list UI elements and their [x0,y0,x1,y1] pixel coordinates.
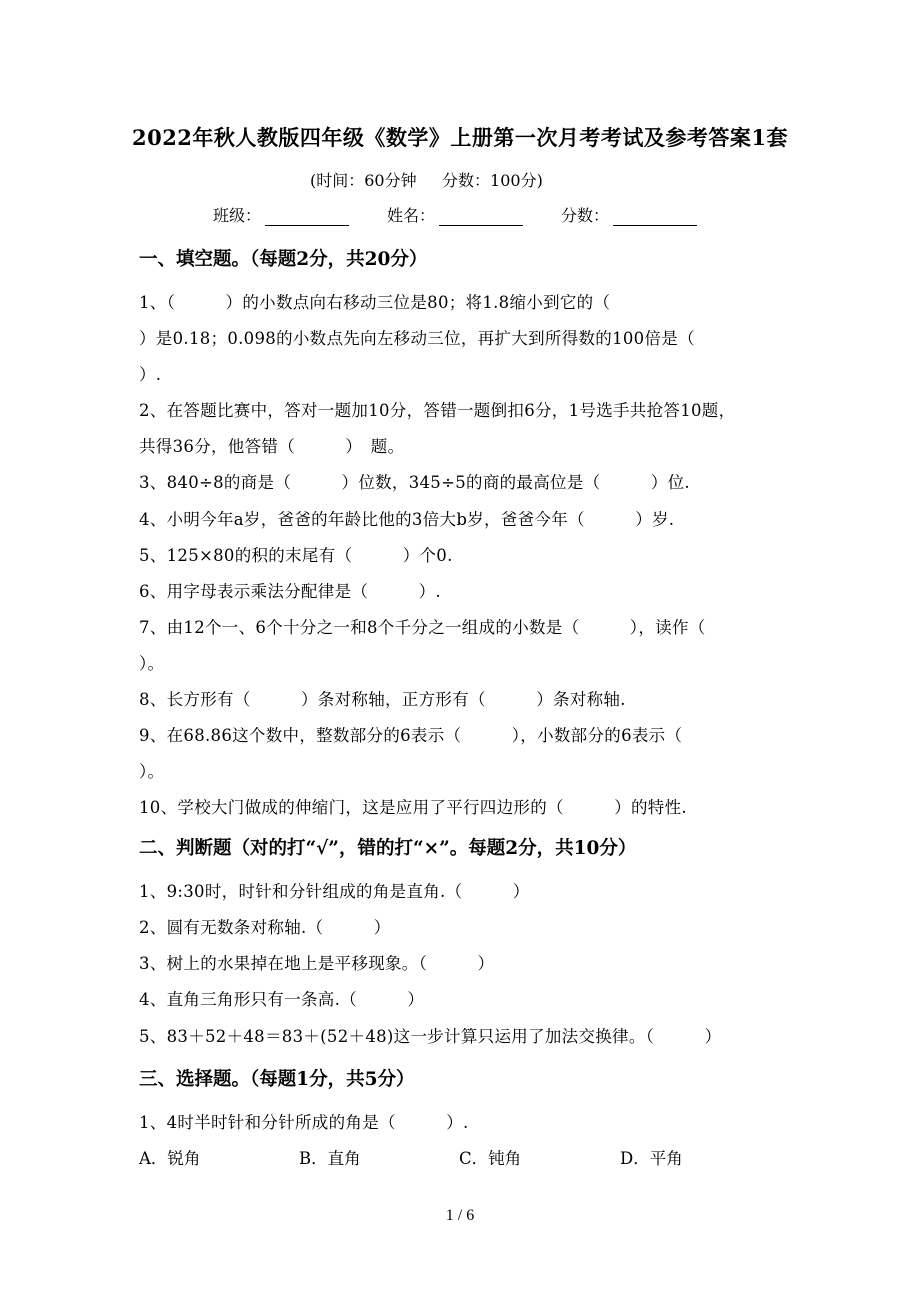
score-label: 分数： [561,206,610,225]
option-c: C．钝角 [459,1149,522,1168]
class-label: 班级： [213,206,262,225]
exam-time-score: (时间：60分钟 分数：100分) [310,171,543,190]
section-2-heading: 二、判断题（对的打“√”，错的打“×”。每题2分，共10分） [139,838,637,859]
name-label: 姓名： [387,206,436,225]
score-blank [613,207,697,226]
option-d: D．平角 [620,1149,683,1168]
section-1-line: 6、用字母表示乘法分配律是（ ）. [139,582,441,601]
section-2-line: 3、树上的水果掉在地上是平移现象。（ ） [139,954,495,973]
page-title: 2022年秋人教版四年级《数学》上册第一次月考考试及参考答案1套 [131,125,789,150]
section-1-heading: 一、填空题。（每题2分，共20分） [139,249,428,270]
section-1-line: 4、小明今年a岁，爸爸的年龄比他的3倍大b岁，爸爸今年（ ）岁. [139,510,675,529]
student-info-row [213,203,735,226]
section-1-line: 2、在答题比赛中，答对一题加10分，答错一题倒扣6分，1号选手共抢答10题， [139,401,736,420]
section-1-line: ）. [139,365,162,384]
section-1-line: ）。 [139,762,165,781]
section-3-heading: 三、选择题。（每题1分，共5分） [139,1069,415,1090]
score-field [561,203,697,226]
section-1-line: ）。 [139,654,165,673]
section-1-line: 共得36分，他答错（ ） 题。 [139,437,405,456]
option-a: A．锐角 [139,1149,201,1168]
section-2-line: 2、圆有无数条对称轴.（ ） [139,918,391,937]
section-2-line: 4、直角三角形只有一条高.（ ） [139,990,425,1009]
class-blank [265,207,349,226]
section-2-line: 5、83＋52＋48＝83＋(52＋48)这一步计算只运用了加法交换律。（ ） [139,1027,722,1046]
section-1-line: 9、在68.86这个数中，整数部分的6表示（ ），小数部分的6表示（ [139,726,683,745]
section-1-line: 10、学校大门做成的伸缩门，这是应用了平行四边形的（ ）的特性. [139,798,687,817]
section-1-line: 7、由12个一、6个十分之一和8个千分之一组成的小数是（ ），读作（ [139,618,706,637]
option-b: B．直角 [299,1149,361,1168]
class-field [213,203,349,226]
section-1-line: ）是0.18；0.098的小数点先向左移动三位，再扩大到所得数的100倍是（ [139,329,695,348]
name-blank [439,207,523,226]
section-1-line: 5、125×80的积的末尾有（ ）个0. [139,546,453,565]
section-1-line: 3、840÷8的商是（ ）位数，345÷5的商的最高位是（ ）位. [139,473,690,492]
section-3-line: 1、4时半时针和分针所成的角是（ ）. [139,1113,469,1132]
section-1-line: 8、长方形有（ ）条对称轴，正方形有（ ）条对称轴. [139,690,626,709]
name-field [387,203,523,226]
page-number: 1 / 6 [445,1207,475,1224]
section-2-line: 1、9:30时，时针和分针组成的角是直角.（ ） [139,882,530,901]
section-1-line: 1、（ ）的小数点向右移动三位是80；将1.8缩小到它的（ [139,293,611,312]
